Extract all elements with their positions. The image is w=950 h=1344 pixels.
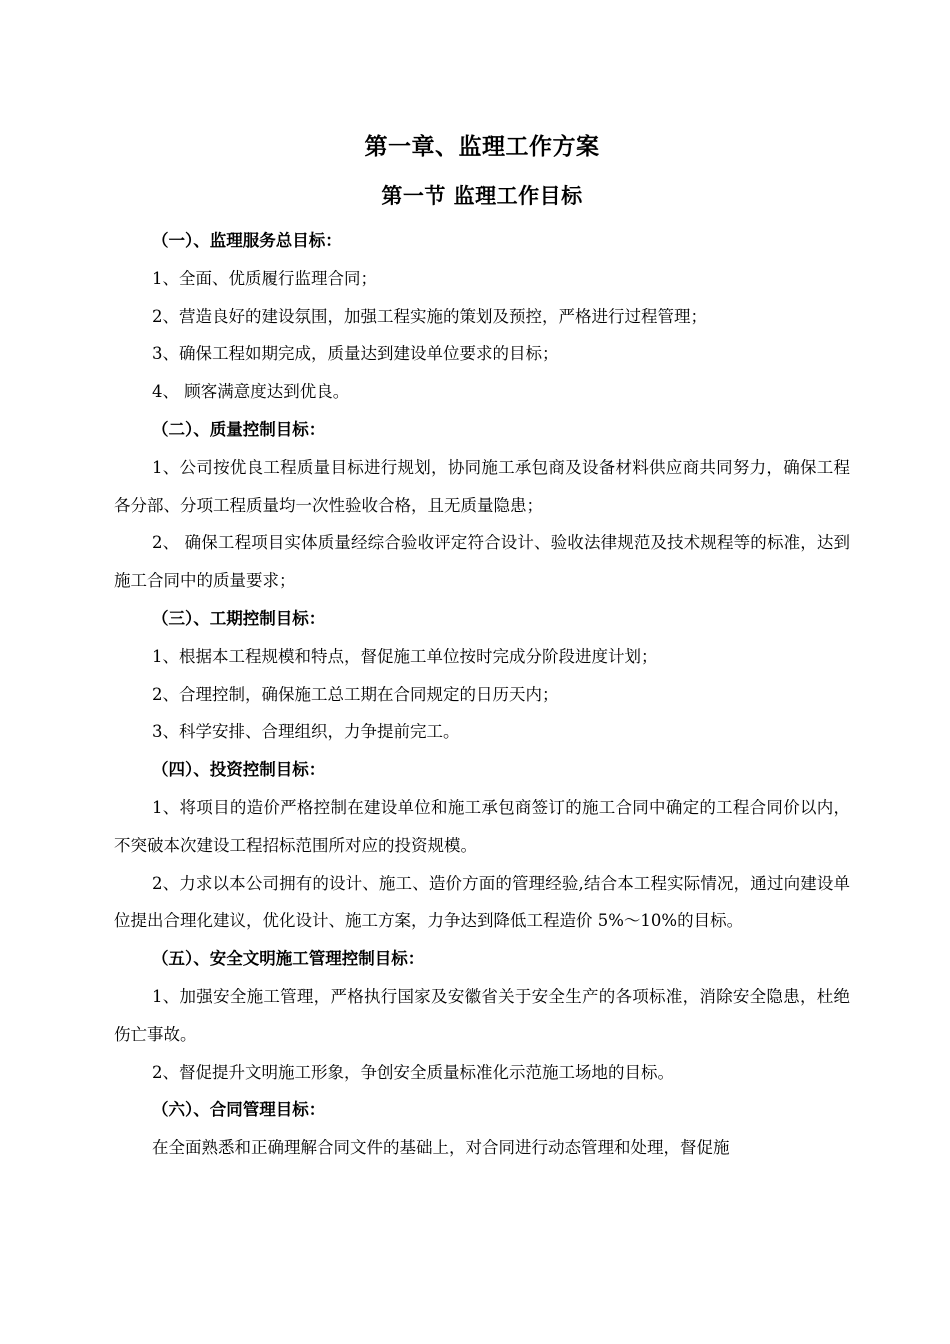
- chapter-title: 第一章、监理工作方案: [364, 133, 600, 160]
- document-content: [114, 128, 850, 1167]
- paragraph: 2、营造良好的建设氛围，加强工程实施的策划及预控，严格进行过程管理；: [152, 306, 707, 326]
- section-title: 第一节 监理工作目标: [381, 183, 583, 208]
- subheading-service-goals: （一）、监理服务总目标：: [152, 231, 342, 250]
- paragraph: 1、根据本工程规模和特点，督促施工单位按时完成分阶段进度计划；: [152, 646, 658, 666]
- paragraph: 3、科学安排、合理组织，力争提前完工。: [152, 722, 460, 742]
- paragraph: 2、督促提升文明施工形象，争创安全质量标准化示范施工场地的目标。: [152, 1062, 674, 1082]
- paragraph: 4、 顾客满意度达到优良。: [152, 382, 350, 402]
- paragraph: 2、 确保工程项目实体质量经综合验收评定符合设计、验收法律规范及技术规程等的标准，达到施工合同中的质量要求；: [114, 533, 850, 591]
- paragraph: 1、加强安全施工管理，严格执行国家及安徽省关于安全生产的各项标准，消除安全隐患，杜绝伤亡事故。: [114, 986, 850, 1044]
- subheading-quality-control: （二）、质量控制目标：: [152, 419, 326, 439]
- subheading-schedule-control: （三）、工期控制目标：: [152, 608, 326, 628]
- paragraph: 3、确保工程如期完成，质量达到建设单位要求的目标；: [152, 344, 559, 364]
- subheading-safety-management: （五）、安全文明施工管理控制目标：: [152, 949, 425, 969]
- paragraph: 1、公司按优良工程质量目标进行规划，协同施工承包商及设备材料供应商共同努力，确保工程各分部、分项工程质量均一次性验收合格，且无质量隐患；: [114, 457, 850, 515]
- paragraph: 2、力求以本公司拥有的设计、施工、造价方面的管理经验,结合本工程实际情况，通过向建设单位提出合理化建议，优化设计、施工方案，力争达到降低工程造价 5%～10%的目标。: [114, 873, 850, 931]
- paragraph: 在全面熟悉和正确理解合同文件的基础上，对合同进行动态管理和处理，督促施: [152, 1138, 730, 1158]
- subheading-investment-control: （四）、投资控制目标：: [152, 760, 326, 780]
- paragraph: 1、将项目的造价严格控制在建设单位和施工承包商签订的施工合同中确定的工程合同价以内，不突破本次建设工程招标范围所对应的投资规模。: [114, 797, 850, 855]
- subheading-contract-management: （六）、合同管理目标：: [152, 1100, 326, 1120]
- paragraph: 2、合理控制，确保施工总工期在合同规定的日历天内；: [152, 684, 559, 704]
- paragraph: 1、全面、优质履行监理合同；: [152, 268, 377, 288]
